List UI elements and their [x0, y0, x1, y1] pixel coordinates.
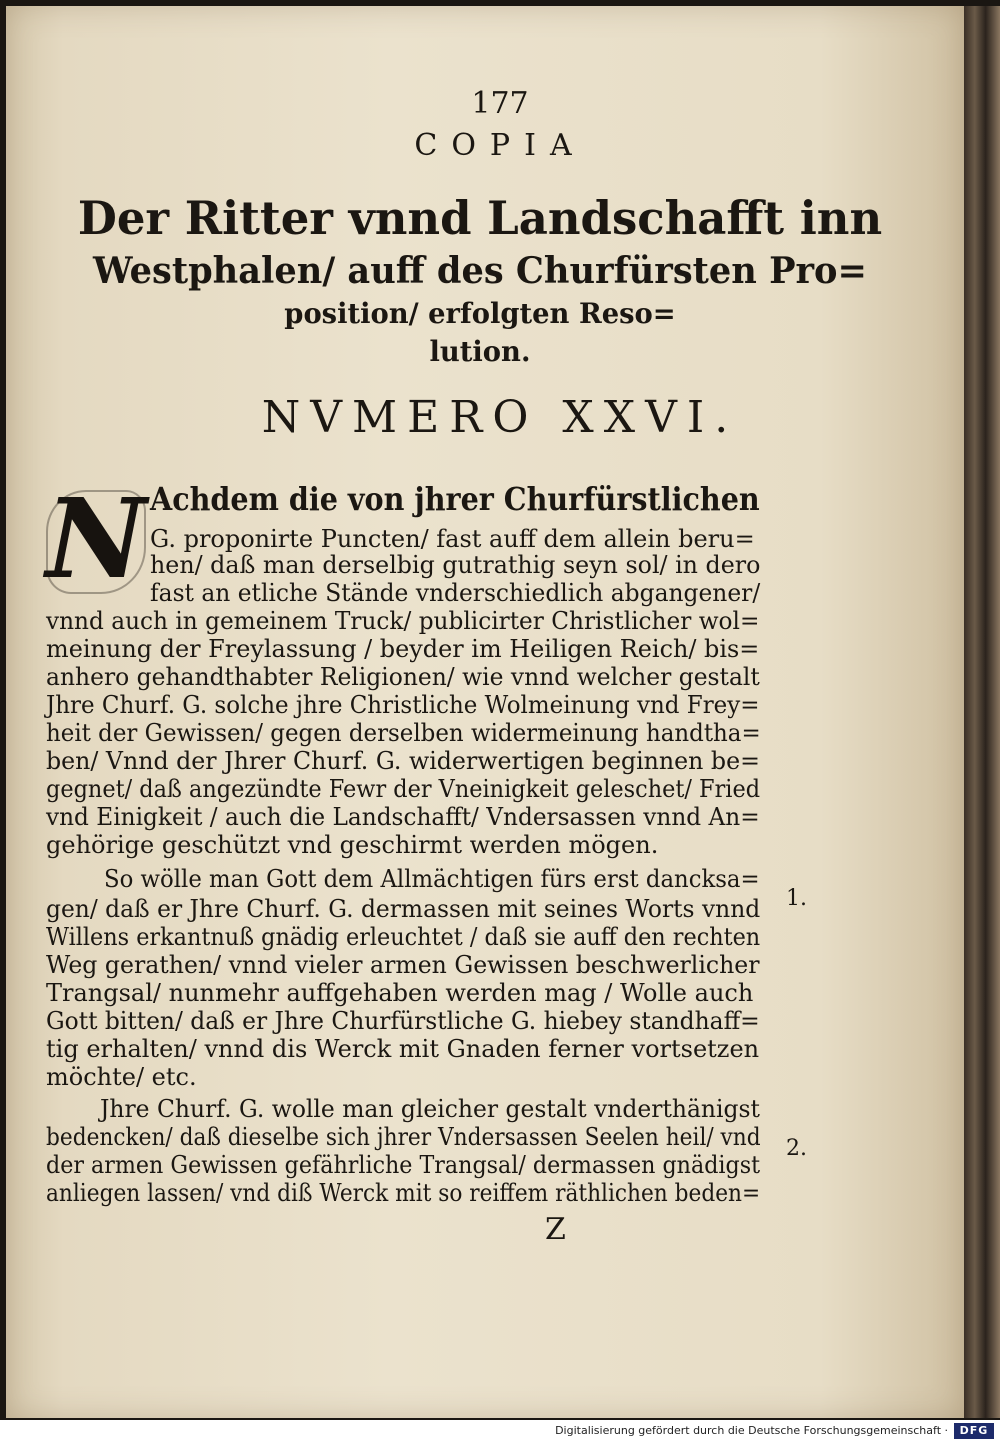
decorated-initial: N: [42, 484, 150, 600]
body-line: Achdem die von jhrer Churfürstlichen: [150, 480, 760, 518]
body-line: Jhre Churf. G. wolle man gleicher gestalt vnderthänigst: [100, 1095, 760, 1123]
footer-bar: [0, 1420, 1000, 1444]
body-line: ben/ Vnnd der Jhrer Churf. G. widerwertigen beginnen be=: [46, 747, 760, 775]
body-line: Weg gerathen/ vnnd vieler armen Gewissen beschwerlicher: [46, 951, 760, 979]
body-line: heit der Gewissen/ gegen derselben widermeinung handtha=: [46, 719, 761, 747]
margin-number: 2.: [786, 1136, 807, 1161]
body-line: G. proponirte Puncten/ fast auff dem allein beru=: [150, 525, 755, 553]
body-line: gehörige geschützt vnd geschirmt werden mögen.: [46, 831, 659, 859]
body-line: der armen Gewissen gefährliche Trangsal/ dermassen gnädigst: [46, 1151, 761, 1179]
margin-number: 1.: [786, 886, 807, 911]
title-line-2: Westphalen/ auff des Churfürsten Pro=: [93, 250, 867, 292]
body-line: möchte/ etc.: [46, 1063, 197, 1091]
book-edge: [964, 6, 1000, 1418]
document-title: [40, 188, 920, 370]
body-line: vnd Einigkeit / auch die Landschafft/ Vndersassen vnnd An=: [46, 803, 760, 831]
heading-copia: COPIA: [414, 128, 586, 163]
body-line: Gott bitten/ daß er Jhre Churfürstliche G. hiebey standhaff=: [46, 1007, 760, 1035]
body-line: Jhre Churf. G. solche jhre Christliche Wolmeinung vnd Frey=: [46, 691, 760, 719]
body-line: hen/ daß man derselbig gutrathig seyn sol/ in dero: [150, 551, 761, 579]
body-line: So wölle man Gott dem Allmächtigen fürs erst dancksa=: [104, 865, 760, 893]
title-line-3: position/ erfolgten Reso=: [284, 297, 676, 330]
body-line: anhero gehandthabter Religionen/ wie vnnd welcher gestalt: [46, 663, 760, 691]
dfg-logo: DFG: [954, 1423, 994, 1439]
page-number: 177: [471, 86, 529, 121]
body-line: gen/ daß er Jhre Churf. G. dermassen mit seines Worts vnnd: [46, 895, 761, 923]
title-line-4: lution.: [429, 335, 531, 368]
body-line: vnnd auch in gemeinem Truck/ publicirter Christlicher wol=: [46, 607, 760, 635]
body-line: meinung der Freylassung / beyder im Heiligen Reich/ bis=: [46, 635, 760, 663]
funding-credit: Digitalisierung gefördert durch die Deutsche Forschungsgemeinschaft ·: [555, 1424, 948, 1437]
body-line: tig erhalten/ vnnd dis Werck mit Gnaden ferner vortsetzen: [46, 1035, 760, 1063]
catchword: Z: [545, 1212, 566, 1247]
body-line: anliegen lassen/ vnd diß Werck mit so reiffem räthlichen beden=: [46, 1179, 761, 1207]
body-line: fast an etliche Stände vnderschiedlich abgangener/: [150, 579, 761, 607]
body-line: Trangsal/ nunmehr auffgehaben werden mag / Wolle auch: [46, 979, 754, 1007]
numero-heading: NVMERO XXVI.: [261, 392, 739, 443]
body-line: gegnet/ daß angezündte Fewr der Vneinigkeit geleschet/ Fried: [46, 775, 761, 803]
title-line-1: Der Ritter vnnd Landschafft inn: [77, 191, 883, 245]
body-line: Willens erkantnuß gnädig erleuchtet / daß sie auff den rechten: [46, 923, 761, 951]
body-line: bedencken/ daß dieselbe sich jhrer Vndersassen Seelen heil/ vnd: [46, 1123, 761, 1151]
